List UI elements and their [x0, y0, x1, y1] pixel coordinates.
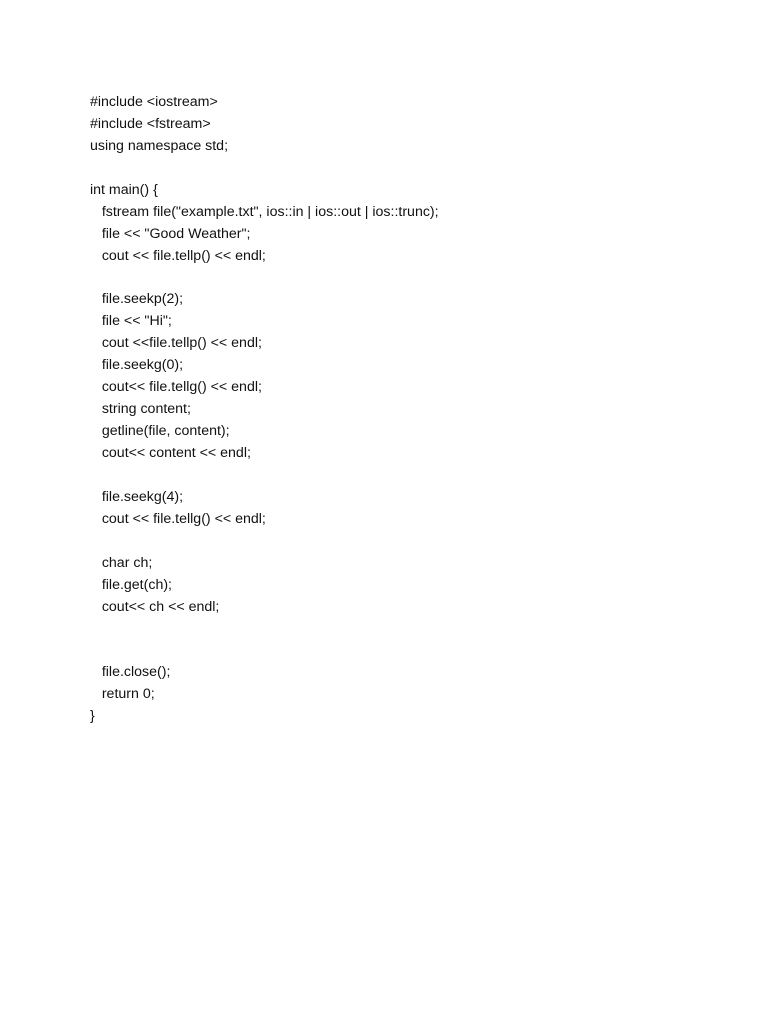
code-line: cout<< file.tellg() << endl;	[90, 379, 262, 396]
code-line: int main() {	[90, 181, 158, 198]
code-line: file.seekg(4);	[90, 488, 184, 505]
code-line: }	[90, 708, 95, 725]
code-line: getline(file, content);	[90, 423, 230, 440]
code-line: file.seekg(0);	[90, 357, 184, 374]
code-line: #include <fstream>	[90, 115, 211, 132]
code-line: fstream file("example.txt", ios::in | ios::out | ios::trunc);	[90, 203, 439, 220]
code-line: file << "Hi";	[90, 313, 172, 330]
code-line	[90, 640, 730, 662]
code-line: cout << file.tellg() << endl;	[90, 510, 266, 527]
code-line	[90, 531, 730, 553]
code-line	[90, 268, 730, 290]
code-line: #include <iostream>	[90, 94, 218, 110]
code-line: cout<< ch << endl;	[90, 598, 220, 615]
code-line: cout <<file.tellp() << endl;	[90, 335, 262, 352]
code-listing	[90, 92, 730, 728]
code-line: char ch;	[90, 554, 153, 571]
code-line: cout<< content << endl;	[90, 445, 251, 461]
code-line: return 0;	[90, 686, 155, 703]
code-line: file.close();	[90, 664, 171, 681]
code-line: using namespace std;	[90, 137, 229, 154]
code-line: file.seekp(2);	[90, 291, 184, 308]
code-line: file.get(ch);	[90, 576, 173, 593]
code-line: file << "Good Weather";	[90, 225, 251, 242]
code-line	[90, 619, 730, 641]
code-line	[90, 158, 730, 180]
code-line: string content;	[90, 401, 191, 418]
code-line	[90, 465, 730, 487]
code-line: cout << file.tellp() << endl;	[90, 247, 266, 264]
